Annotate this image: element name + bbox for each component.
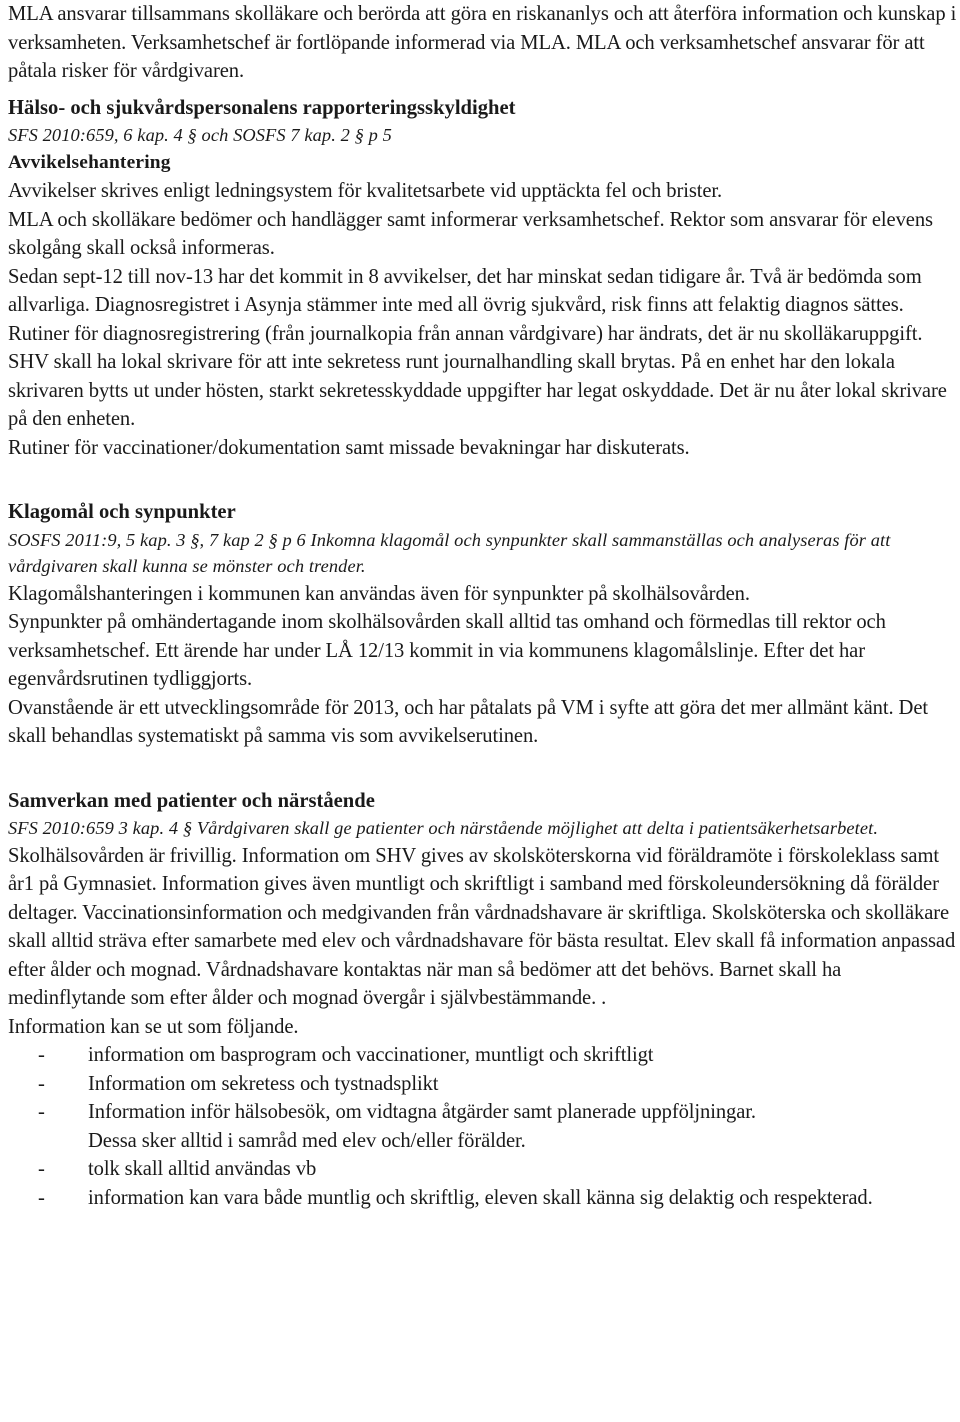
paragraph-deviations-3: Sedan sept-12 till nov-13 har det kommit in 8 avvikelser, det har minskat sedan tidigare år. Två är bedömda som allvarliga. Diagnosregistret i Asynja stämmer inte med all övrig sjukvård, risk finns att felaktig diagnos sättes. Rutiner för diagnosregistrering (från journalkopia från annan vårdgivare) har ändrats, det är nu skolläkaruppgift.	[8, 265, 923, 345]
paragraph-complaints-3: Ovanstående är ett utvecklingsområde för 2013, och har påtalats på VM i syfte att göra det mer allmänt känt. Det skall behandlas systematiskt på samma vis som avvikelserutinen.	[8, 696, 928, 747]
paragraph-deviations-2: MLA och skolläkare bedömer och handlägger samt informerar verksamhetschef. Rektor som ansvarar för elevens skolgång skall också informeras.	[8, 208, 933, 259]
intro-paragraph: MLA ansvarar tillsammans skolläkare och berörda att göra en riskananlys och att återföra information och kunskap i verksamheten. Verksamhetschef är fortlöpande informerad via MLA. MLA och verksamhetschef ansvarar för att påtala risker för vårdgivaren.	[8, 3, 957, 82]
list-item-text: information om basprogram och vaccinationer, muntligt och skriftligt	[88, 1044, 654, 1066]
list-item-text: information kan vara både muntlig och skriftlig, eleven skall känna sig delaktig och respekterad.	[88, 1186, 873, 1209]
list-item	[8, 1184, 958, 1213]
list-item	[8, 1098, 958, 1127]
paragraph-deviations-1: Avvikelser skrives enligt ledningsystem för kvalitetsarbete vid upptäckta fel och brister.	[8, 180, 723, 202]
list-dash: -	[38, 1186, 45, 1209]
list-item	[8, 1070, 958, 1099]
list-item	[8, 1155, 958, 1184]
paragraph-complaints-1: Klagomålshanteringen i kommunen kan användas även för synpunkter på skolhälsovården.	[8, 582, 750, 605]
list-dash: -	[38, 1158, 45, 1180]
section-law-reference-cooperation: SFS 2010:659 3 kap. 4 § Vårdgivaren skall ge patienter och närstående möjlighet att delta i patientsäkerhetsarbetet.	[8, 818, 879, 838]
paragraph-cooperation-2: Information kan se ut som följande.	[8, 1015, 299, 1038]
section-heading-cooperation: Samverkan med patienter och närstående	[8, 789, 375, 812]
document-page	[8, 0, 958, 1212]
list-item	[8, 1041, 958, 1070]
paragraph-complaints-2: Synpunkter på omhändertagande inom skolhälsovården skall alltid tas omhand och förmedlas till rektor och verksamhetschef. Ett ärende har under LÅ 12/13 kommit in via kommunens klagomålslinje. Efter det har egenvårdsrutinen tydliggjorts.	[8, 611, 886, 690]
section-law-reference-complaints: SOSFS 2011:9, 5 kap. 3 §, 7 kap 2 § p 6 Inkomna klagomål och synpunkter skall sammanställas och analyseras för att vårdgivaren skall kunna se mönster och trender.	[8, 529, 891, 576]
list-item-text: tolk skall alltid användas vb	[88, 1158, 317, 1180]
section-law-reference-reporting: SFS 2010:659, 6 kap. 4 § och SOSFS 7 kap. 2 § p 5	[8, 125, 392, 145]
list-dash: -	[38, 1072, 45, 1095]
section-heading-reporting: Hälso- och sjukvårdspersonalens rapporteringsskyldighet	[8, 96, 516, 119]
section-heading-complaints: Klagomål och synpunkter	[8, 501, 236, 523]
paragraph-deviations-5: Rutiner för vaccinationer/dokumentation samt missade bevakningar har diskuterats.	[8, 436, 690, 459]
list-dash: -	[38, 1101, 45, 1123]
paragraph-cooperation-1: Skolhälsovården är frivillig. Information om SHV gives av skolsköterskorna vid föräldramöte i förskoleklass samt år1 på Gymnasiet. Information gives även muntligt och skriftligt i samband med förskoleundersökning då förälder deltager. Vaccinationsinformation och medgivanden från vårdnadshavare är skriftliga. Skolsköterska och skolläkare skall alltid sträva efter samarbete med elev och vårdnadshavare för bästa resultat. Elev skall få information anpassad efter ålder och mognad. Vårdnadshavare kontaktas när man så bedömer att det behövs. Barnet skall ha medinflytande som efter ålder och mognad övergår i självbestämmande. .	[8, 844, 956, 1009]
paragraph-deviations-4: SHV skall ha lokal skrivare för att inte sekretess runt journalhandling skall brytas. På en enhet har den lokala skrivaren bytts ut under hösten, starkt sekretesskyddade uppgifter har legat oskyddade. Det är nu åter lokal skrivare på den enheten.	[8, 351, 947, 430]
list-item-text: Information om sekretess och tystnadsplikt	[88, 1072, 439, 1095]
list-dash: -	[38, 1044, 45, 1066]
list-item-continuation: Dessa sker alltid i samråd med elev och/eller förälder.	[88, 1129, 526, 1152]
subheading-deviations: Avvikelsehantering	[8, 151, 171, 173]
list-item-text: Information inför hälsobesök, om vidtagna åtgärder samt planerade uppföljningar.	[88, 1101, 756, 1123]
